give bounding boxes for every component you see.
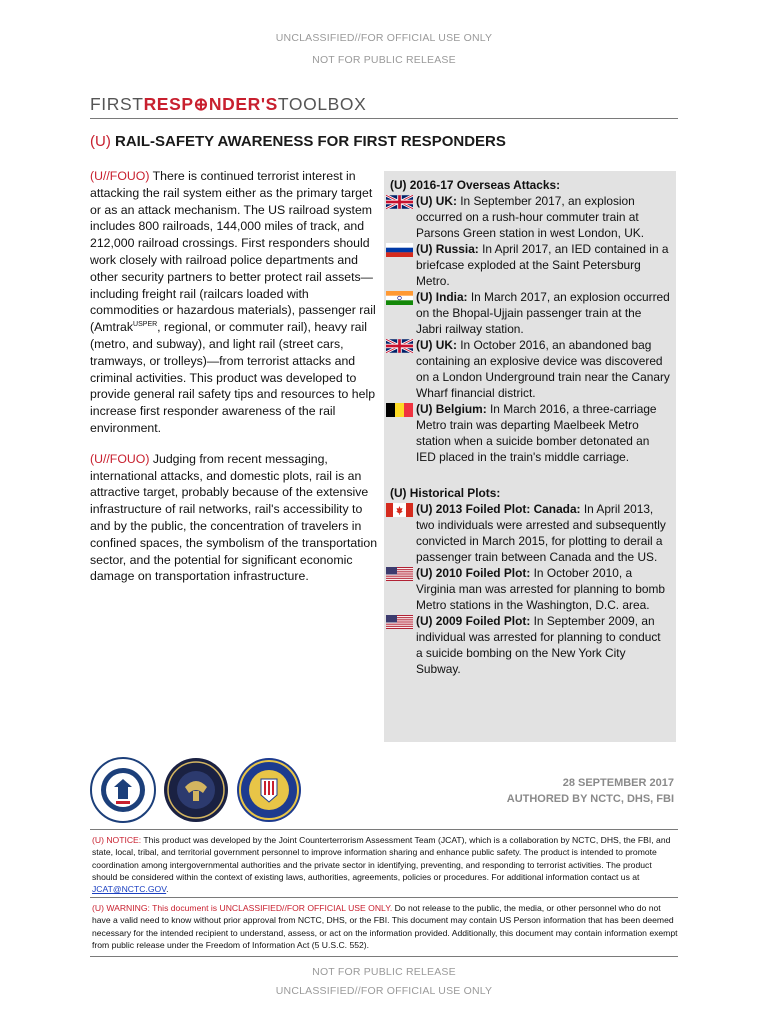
- dhs-seal-icon: [90, 757, 156, 823]
- uk-flag-icon: [386, 195, 413, 209]
- p1-marking: (U//FOUO): [90, 169, 150, 183]
- item-text: In September 2017, an explosion occurred on a rush-hour commuter train at Parsons Green station in west London, UK.: [416, 194, 645, 240]
- item-lead: (U) 2010 Foiled Plot:: [416, 566, 531, 580]
- warning-marking: (U) WARNING: This document is UNCLASSIFIED//FOR OFFICIAL USE ONLY.: [92, 903, 393, 913]
- header-rule: [90, 118, 678, 119]
- notice-body: This product was developed by the Joint Counterterrorism Assessment Team (JCAT), which is a collaboration by NCTC, DHS, the FBI, and state, local, tribal, and territorial government personnel to improve information sharing and enhance public safety. The product is intended to promote coordination among intergovernmental authorities and the private sector in identifying, preventing, and responding to terrorist activities. The product should be considered within the context of existing laws, authorities, agreements, policies or procedures. For additional information contact us at: [92, 835, 671, 882]
- list-item: [384, 193, 676, 241]
- release-top: NOT FOR PUBLIC RELEASE: [312, 54, 456, 66]
- belgium-flag-icon: [386, 403, 413, 417]
- logo-resp: RESP: [143, 94, 194, 114]
- list-item: [384, 565, 676, 613]
- title-text: RAIL-SAFETY AWARENESS FOR FIRST RESPONDERS: [115, 133, 506, 150]
- p2-marking: (U//FOUO): [90, 451, 150, 466]
- classification-top: UNCLASSIFIED//FOR OFFICIAL USE ONLY: [275, 32, 493, 44]
- jcat-email-link[interactable]: JCAT@NCTC.GOV: [92, 884, 167, 895]
- item-lead: (U) UK:: [416, 338, 457, 352]
- item-lead: (U) Russia:: [416, 242, 479, 256]
- item-text: In October 2016, an abandoned bag containing an explosive device was discovered on a London Underground train near the Canary Wharf financial district.: [416, 338, 670, 400]
- title-marking: (U): [90, 133, 111, 150]
- page-title: [90, 133, 506, 150]
- uk-flag-icon: [386, 339, 413, 353]
- notice-text: [92, 834, 678, 895]
- list-item: [384, 613, 676, 677]
- overseas-header: (U) 2016-17 Overseas Attacks:: [390, 178, 561, 192]
- us-flag-icon: [386, 615, 413, 629]
- release-bottom: NOT FOR PUBLIC RELEASE: [312, 966, 456, 978]
- p2-text: Judging from recent messaging, international attacks, and domestic plots, rail is an attractive target, probably because of the extensive infrastructure of rail networks, rail's accessibility to and by the public, the concentration of travelers in confined spaces, the symbolism of the transportation sector, and the potential for significant economic damage on transportation infrastructure.: [90, 451, 378, 584]
- footer-rule-2: [90, 897, 678, 898]
- us-flag-icon: [386, 567, 413, 581]
- publication-info: [507, 775, 674, 807]
- item-text: In March 2017, an explosion occurred on the Bhopal-Ujjain passenger train at the Jabri railway station.: [416, 290, 670, 336]
- canada-flag-icon: [386, 503, 413, 517]
- item-text: In April 2013, two individuals were arrested and subsequently convicted in March 2015, for plotting to derail a passenger train between Canada and the US.: [416, 502, 666, 564]
- warning-text: [92, 902, 678, 951]
- p1-sup: USPER: [133, 321, 158, 329]
- item-text: In March 2016, a three-carriage Metro train was departing Maelbeek Metro station when a suicide bomber detonated an IED placed in the train's middle carriage.: [416, 402, 657, 464]
- list-item: [384, 337, 676, 401]
- list-item: [384, 241, 676, 289]
- list-item: [384, 401, 676, 465]
- classification-bottom: UNCLASSIFIED//FOR OFFICIAL USE ONLY: [275, 985, 493, 997]
- paragraph-2: [90, 451, 378, 585]
- item-text: In October 2010, a Virginia man was arrested for planning to bomb Metro stations in the Washington, D.C. area.: [416, 566, 665, 612]
- item-text: In September 2009, an individual was arrested for planning to conduct a suicide bombing on the New York City Subway.: [416, 614, 661, 676]
- logo-first: FIRST: [90, 94, 144, 114]
- publication-date: 28 SEPTEMBER 2017: [562, 777, 674, 789]
- logo-nders: NDER'S: [208, 94, 278, 114]
- list-item: [384, 289, 676, 337]
- item-lead: (U) India:: [416, 290, 468, 304]
- body-text: [90, 168, 378, 599]
- paragraph-1: [90, 168, 378, 437]
- footer-rule-1: [90, 829, 678, 830]
- historical-header: (U) Historical Plots:: [390, 486, 501, 500]
- item-text: In April 2017, an IED contained in a briefcase exploded at the Saint Petersburg Metro.: [416, 242, 669, 288]
- nctc-seal-icon: [163, 757, 229, 823]
- warning-body: Do not release to the public, the media, or other personnel who do not have a valid need to know without prior approval from NCTC, DHS, or the FBI. This document may contain US Person information that has been deemed necessary for the intended recipient to understand, assess, or act on the information provided. Additionally, this document may contain information exempt from public release under the Freedom of Information Act (5 U.S.C. 552).: [92, 903, 678, 950]
- p1-text-a: There is continued terrorist interest in attacking the rail system either as the primary target or as an attack mechanism. The US railroad system includes 800 railroads, 144,000 miles of track, and 212,000 railroad crossings. First responders should work closely with railroad police departments and other security partners to better protect rail assets—including freight rail (railcars loaded with commodities or hazardous materials), passenger rail (Amtrak: [90, 169, 376, 335]
- attacks-sidebar: [384, 171, 676, 742]
- fbi-seal-icon: [236, 757, 302, 823]
- authored-by: AUTHORED BY NCTC, DHS, FBI: [506, 793, 674, 805]
- item-lead: (U) UK:: [416, 194, 457, 208]
- item-lead: (U) 2009 Foiled Plot:: [416, 614, 531, 628]
- item-lead: (U) Belgium:: [416, 402, 487, 416]
- notice-end: .: [166, 884, 169, 895]
- india-flag-icon: [386, 291, 413, 305]
- list-item: [384, 501, 676, 565]
- russia-flag-icon: [386, 243, 413, 257]
- item-lead: (U) 2013 Foiled Plot: Canada:: [416, 502, 581, 516]
- p1-text-b: , regional, or commuter rail), heavy rail (metro, and subway), and light rail (street cars, tramways, or trolleys)—from terrorist attacks and criminal activities. This product was developed to provide general rail safety tips and resources to help increase first responder awareness of the rail environment.: [90, 320, 376, 435]
- first-responders-toolbox-logo: [90, 94, 366, 115]
- target-icon: ⊕: [193, 94, 209, 114]
- notice-marking: (U) NOTICE:: [92, 835, 142, 845]
- footer-rule-3: [90, 956, 678, 957]
- logo-toolbox: TOOLBOX: [277, 94, 367, 114]
